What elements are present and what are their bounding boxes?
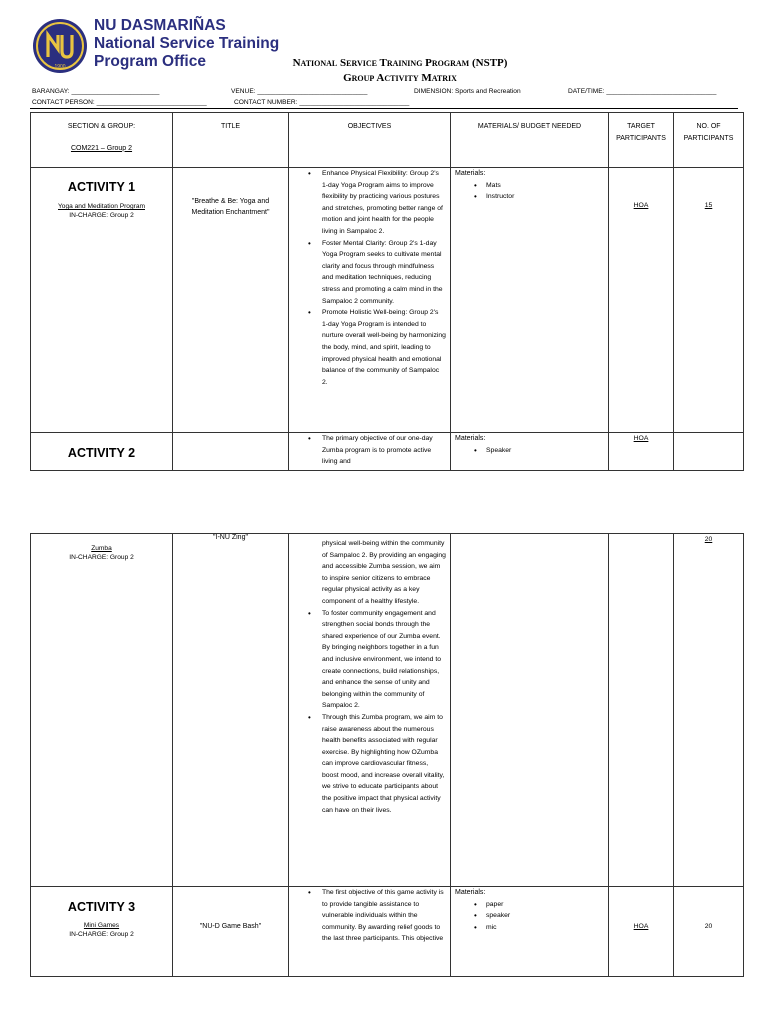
activity-3-title-cell <box>173 887 289 977</box>
document-title-line-2: Group Activity Matrix <box>343 72 457 84</box>
activity-2-continued-target-cell <box>609 534 674 887</box>
activity-1-target: HOA <box>633 202 649 209</box>
activity-2-count: 20 <box>704 536 713 543</box>
activity-1-materials-list <box>455 180 608 203</box>
activity-1-count: 15 <box>704 202 713 209</box>
activity-2-continued-materials-cell <box>451 534 609 887</box>
activity-1-title-line-1: "Breathe & Be: Yoga and <box>191 198 270 205</box>
activity-2-material-1: • Speaker <box>486 445 608 457</box>
activity-1-row <box>31 168 744 433</box>
target-header-line-2: PARTICIPANTS <box>616 134 666 142</box>
activity-1-materials-label: Materials: <box>455 170 486 177</box>
activity-2-target-cell <box>609 433 674 471</box>
target-participants-header <box>609 113 674 168</box>
activity-3-materials-cell <box>451 887 609 977</box>
venue-field: VENUE: ______________________________ <box>231 88 368 95</box>
table-header-row <box>31 113 744 168</box>
activity-3-incharge: IN-CHARGE: Group 2 <box>69 931 134 938</box>
section-group-value: COM221 – Group 2 <box>70 144 133 152</box>
activity-3-program: Mini Games <box>83 922 120 929</box>
activity-1-target-cell <box>609 168 674 433</box>
count-header-line-2: PARTICIPANTS <box>683 134 734 142</box>
activity-3-materials-list <box>455 899 608 934</box>
activity-1-objective-3: • Promote Holistic Well-being: Group 2's 1-day Yoga Program is intended to nurture overall well-being by harmonizing the body, mind, and spirit, leading to improved physical health and emotional balance of the community of Sampaloc 2. <box>322 307 450 388</box>
activity-3-count: 20 <box>704 923 713 930</box>
activity-2-continued-objectives-list <box>289 608 450 817</box>
activity-2-incharge: IN-CHARGE: Group 2 <box>69 554 134 561</box>
activity-1-title <box>173 196 288 218</box>
activity-2-objective-2: • To foster community engagement and strengthen social bonds through the shared experience of our Zumba event. By bringing neighbors together in a fun and inclusive environment, we intend to create connections, build relationships, and enhance the sense of unity and belonging within the community of Sampaloc 2. <box>322 608 450 712</box>
activity-1-section-cell <box>31 168 173 433</box>
activity-2-label: ACTIVITY 2 <box>67 446 136 460</box>
date-time-field: DATE/TIME: ______________________________ <box>568 88 717 95</box>
activity-3-objective-1: • The first objective of this game activity is to provide tangible assistance to vulnerable individuals within the community. By awarding relief goods to the last three participants. This objective <box>322 887 450 945</box>
activity-1-material-2: • Instructor <box>486 191 608 203</box>
activity-2-title-cell <box>173 433 289 471</box>
activity-2-row <box>31 433 744 471</box>
contact-number-field: CONTACT NUMBER: ______________________________ <box>234 99 410 106</box>
activity-1-program: Yoga and Meditation Program <box>58 203 145 210</box>
activity-2-count-cell <box>674 433 744 471</box>
activity-3-title: "NU-D Game Bash" <box>199 923 262 930</box>
org-name-line-1: NU DASMARIÑAS <box>94 17 226 34</box>
org-name-line-2: National Service Training <box>94 35 280 52</box>
dimension-field: DIMENSION: Sports and Recreation <box>414 88 521 95</box>
nu-seal-logo <box>32 18 88 74</box>
activity-3-target-cell <box>609 887 674 977</box>
activity-2-objective-1-continued: physical well-being within the community of Sampaloc 2. By providing an engaging and accessible Zumba session, we aim to inspire senior citizens to embrace regular physical activity as a key component of a healthy lifestyle. <box>322 540 446 605</box>
activity-3-material-3: • mic <box>486 922 608 934</box>
activity-matrix-page-2 <box>30 533 744 977</box>
activity-2-continued-row <box>31 534 744 887</box>
count-header-line-1: NO. OF <box>696 123 721 130</box>
activity-1-label: ACTIVITY 1 <box>67 180 136 194</box>
no-of-participants-header <box>674 113 744 168</box>
document-title-line-1: National Service Training Program (NSTP) <box>292 57 508 69</box>
activity-2-target: HOA <box>633 435 649 442</box>
org-name-line-3: Program Office <box>94 53 206 70</box>
activity-1-incharge: IN-CHARGE: Group 2 <box>69 212 134 219</box>
activity-2-program: Zumba <box>91 545 112 552</box>
activity-2-materials-cell <box>451 433 609 471</box>
materials-header: MATERIALS/ BUDGET NEEDED <box>451 113 609 168</box>
activity-1-material-1: • Mats <box>486 180 608 192</box>
activity-1-objectives-cell <box>289 168 451 433</box>
activity-matrix-page-1 <box>30 112 744 471</box>
activity-2-continued-objectives-cell <box>289 534 451 887</box>
activity-2-objective-3: • Through this Zumba program, we aim to raise awareness about the numerous health benefits associated with regular exercise. By highlighting how OZumba can improve cardiovascular fitness, boost mood, and increase overall vitality, we strive to educate participants about the positive impact that physical activity can have on their lives. <box>322 712 450 816</box>
activity-1-objectives-list <box>289 168 450 388</box>
activity-3-objectives-list <box>289 887 450 945</box>
activity-1-materials-cell <box>451 168 609 433</box>
activity-2-continued-section-cell <box>31 534 173 887</box>
header-divider <box>30 108 738 109</box>
barangay-field: BARANGAY: ________________________ <box>32 88 160 95</box>
target-header-line-1: TARGET <box>627 123 655 130</box>
document-title <box>200 56 600 86</box>
svg-text:1900: 1900 <box>54 64 66 70</box>
activity-2-objectives-cell <box>289 433 451 471</box>
activity-2-continued-count-cell <box>674 534 744 887</box>
contact-person-field: CONTACT PERSON: ______________________________ <box>32 99 207 106</box>
section-group-header <box>31 113 173 168</box>
objectives-header: OBJECTIVES <box>289 113 451 168</box>
activity-3-section-cell <box>31 887 173 977</box>
activity-2-materials-label: Materials: <box>455 435 486 442</box>
activity-3-objectives-cell <box>289 887 451 977</box>
activity-3-label: ACTIVITY 3 <box>67 900 136 914</box>
activity-2-continued-title-cell <box>173 534 289 887</box>
activity-3-count-cell <box>674 887 744 977</box>
activity-1-title-cell <box>173 168 289 433</box>
activity-1-count-cell <box>674 168 744 433</box>
activity-2-title: "I-NU Zing" <box>213 534 248 541</box>
activity-2-objective-1: • The primary objective of our one-day Zumba program is to promote active living and <box>322 433 450 468</box>
activity-3-material-1: • paper <box>486 899 608 911</box>
activity-2-section-cell <box>31 433 173 471</box>
activity-2-materials-list <box>455 445 608 457</box>
activity-3-materials-label: Materials: <box>455 889 486 896</box>
activity-1-objective-1: • Enhance Physical Flexibility: Group 2's 1-day Yoga Program aims to improve flexibility by practicing various postures and stretches, promoting better range of motion and joint health for the people living in Sampaloc 2. <box>322 168 450 238</box>
section-group-label: SECTION & GROUP: <box>67 123 136 130</box>
activity-3-target: HOA <box>633 923 649 930</box>
activity-2-objectives-list <box>289 433 450 468</box>
activity-1-objective-2: • Foster Mental Clarity: Group 2's 1-day Yoga Program seeks to cultivate mental clarity and focus through mindfulness and meditation techniques, reducing stress and promoting a calm mind in the Sampaloc 2 community. <box>322 238 450 308</box>
activity-1-title-line-2: Meditation Enchantment" <box>191 209 270 216</box>
activity-3-material-2: • speaker <box>486 910 608 922</box>
activity-3-row <box>31 887 744 977</box>
title-header: TITLE <box>173 113 289 168</box>
